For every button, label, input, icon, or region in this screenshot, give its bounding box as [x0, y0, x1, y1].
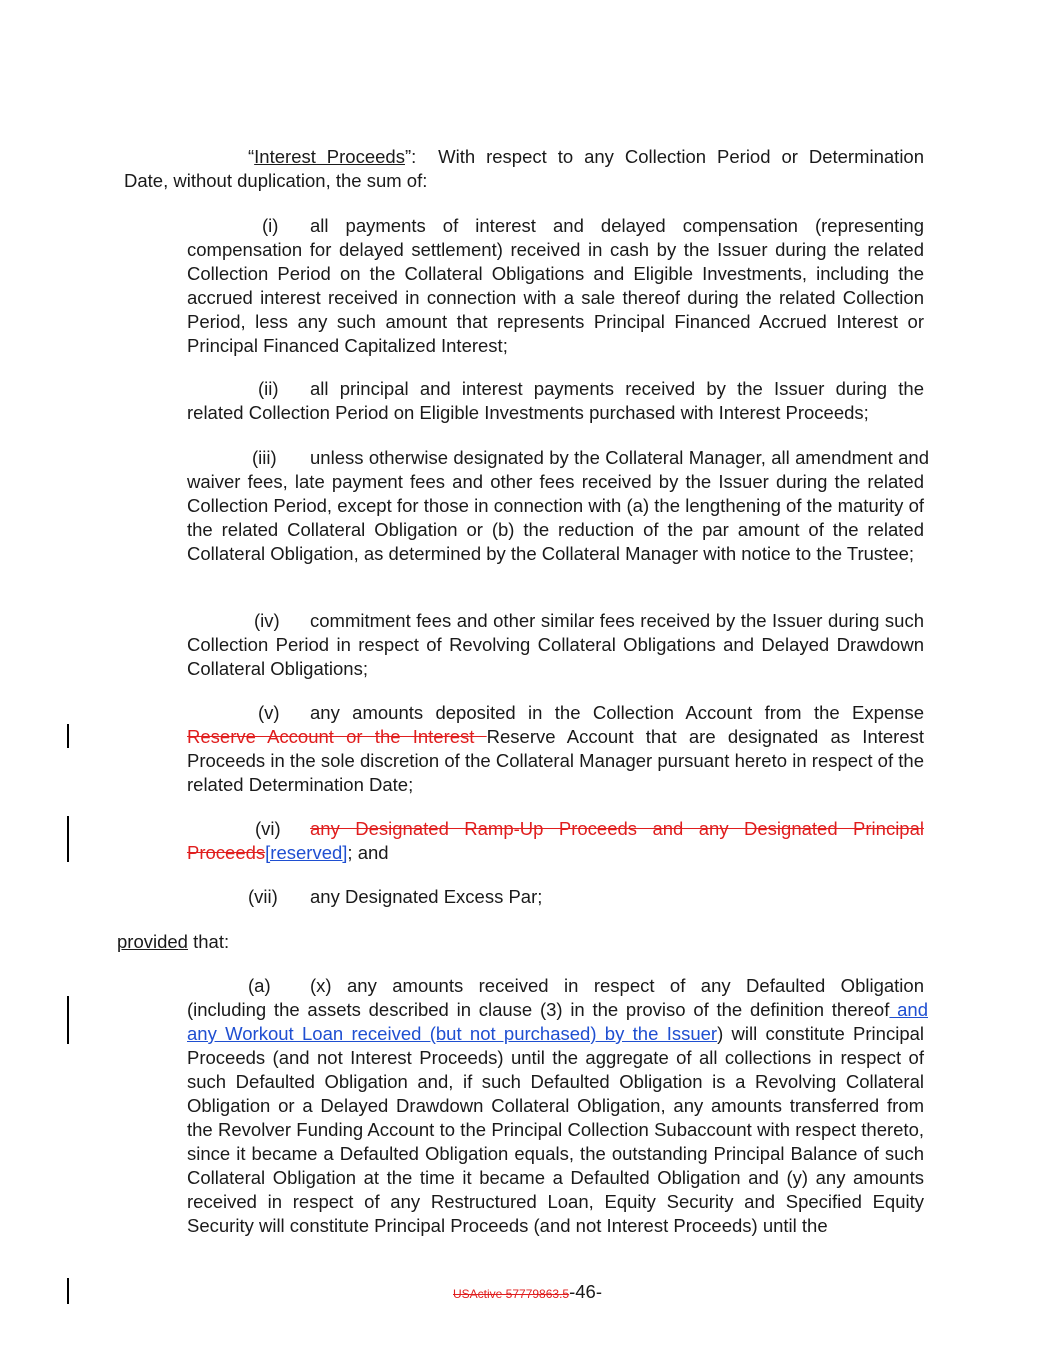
- change-bar: [67, 724, 69, 748]
- clause-text: ; and: [347, 842, 389, 863]
- open-quote: “: [248, 146, 255, 167]
- clause-number: (i): [262, 215, 279, 236]
- proviso-lead-text: that:: [187, 931, 230, 952]
- clause-number: (vii): [248, 886, 278, 907]
- clause-iii-first-line: [252, 446, 929, 470]
- clause-vi-body: [187, 841, 924, 865]
- inserted-text: any Workout Loan received (but not purchased) by the Issuer: [187, 1023, 718, 1044]
- clause-number: (iv): [254, 610, 280, 631]
- clause-text: commitment fees and other similar fees received by the Issuer during such: [310, 610, 924, 631]
- defined-term: Interest Proceeds: [254, 146, 405, 167]
- document-id: USActive 57779863.5: [453, 1287, 570, 1301]
- clause-v-body: [187, 725, 924, 797]
- clause-number: (v): [258, 702, 280, 723]
- clause-iv-body: Collection Period in respect of Revolving Collateral Obligations and Delayed Drawdown Collateral Obligations;: [187, 634, 924, 679]
- clause-ii-body: related Collection Period on Eligible Investments purchased with Interest Proceeds;: [187, 402, 869, 423]
- close-quote: ”:: [404, 146, 417, 167]
- clause-iv-first-line: [254, 609, 924, 633]
- clause-number: (iii): [252, 447, 277, 468]
- deleted-text: Reserve Account or the Interest: [187, 726, 487, 747]
- clause-ii-first-line: [258, 377, 924, 401]
- clause-number: (ii): [258, 378, 279, 399]
- clause-i-first-line: [262, 214, 924, 238]
- proviso-a-second-line: [187, 998, 928, 1022]
- clause-iii-body: waiver fees, late payment fees and other fees received by the Issuer during the related Collection Period, except for those in connection with (a) the lengthening of the maturity of the related Collateral Obligation or (b) the reduction of the par amount of the related Collateral Obligation, as determined by the Collateral Manager with notice to the Trustee;: [187, 471, 924, 564]
- clause-text: ) will constitute Principal Proceeds (and not Interest Proceeds) until the aggregate of all collections in respect of such Defaulted Obligation and, if such Defaulted Obligation is a Revolving Collateral Obligation or a Delayed Drawdown Collateral Obligation, any amounts transferred from the Revolver Funding Account to the Principal Collection Subaccount with respect thereto, since it became a Defaulted Obligation equals, the outstanding Principal Balance of such Collateral Obligation at the time it became a Defaulted Obligation and (y) any amounts received in respect of any Restructured Loan, Equity Security and Specified Equity Security will constitute Principal Proceeds (and not Interest Proceeds) until the: [187, 1023, 925, 1236]
- inserted-text: [reserved]: [265, 842, 348, 863]
- clause-number: (vi): [255, 818, 281, 839]
- clause-text: any Designated Excess Par;: [310, 886, 543, 907]
- deleted-text: Proceeds: [187, 842, 266, 863]
- inserted-text: and: [889, 999, 928, 1020]
- definition-lead-line: [248, 145, 924, 169]
- clause-i-body: compensation for delayed settlement) received in cash by the Issuer during the related Collection Period on the Collateral Obligations and Eligible Investments, including the accrued interest received in connection with a sale thereof during the related Collection Period, less any such amount that represents Principal Financed Accrued Interest or Principal Financed Capitalized Interest;: [187, 239, 924, 356]
- clause-text: any amounts deposited in the Collection Account from the Expense: [310, 702, 924, 723]
- clause-text: all payments of interest and delayed compensation (representing: [310, 215, 924, 236]
- clause-text: all principal and interest payments received by the Issuer during the: [310, 378, 924, 399]
- deleted-text: any Designated Ramp-Up Proceeds and any Designated Principal: [310, 818, 924, 839]
- definition-lead-continuation: Date, without duplication, the sum of:: [124, 170, 428, 191]
- definition-lead-text: With respect to any Collection Period or Determination: [438, 146, 925, 167]
- proviso-a-body: [187, 1022, 924, 1238]
- page-number: -46-: [569, 1281, 602, 1302]
- clause-text: (x) any amounts received in respect of any Defaulted Obligation: [310, 975, 924, 996]
- change-bar: [67, 816, 69, 862]
- clause-number: (a): [248, 975, 271, 996]
- proviso-term: provided: [117, 931, 188, 952]
- page-footer: [0, 1280, 1055, 1306]
- clause-text: unless otherwise designated by the Collateral Manager, all amendment and: [310, 447, 929, 468]
- clause-v-first-line: [258, 701, 924, 725]
- clause-vii-line: [248, 885, 924, 909]
- clause-vi-first-line: [255, 817, 924, 841]
- change-bar: [67, 996, 69, 1044]
- clause-text: (including the assets described in clause (3) in the proviso of the definition thereof: [187, 999, 890, 1020]
- clause-text: Reserve Account that are designated as Interest Proceeds in the sole discretion of the Collateral Manager pursuant hereto in respect of the related Determination Date;: [187, 726, 925, 795]
- proviso-a-first-line: [248, 974, 924, 998]
- proviso-lead: [117, 930, 924, 954]
